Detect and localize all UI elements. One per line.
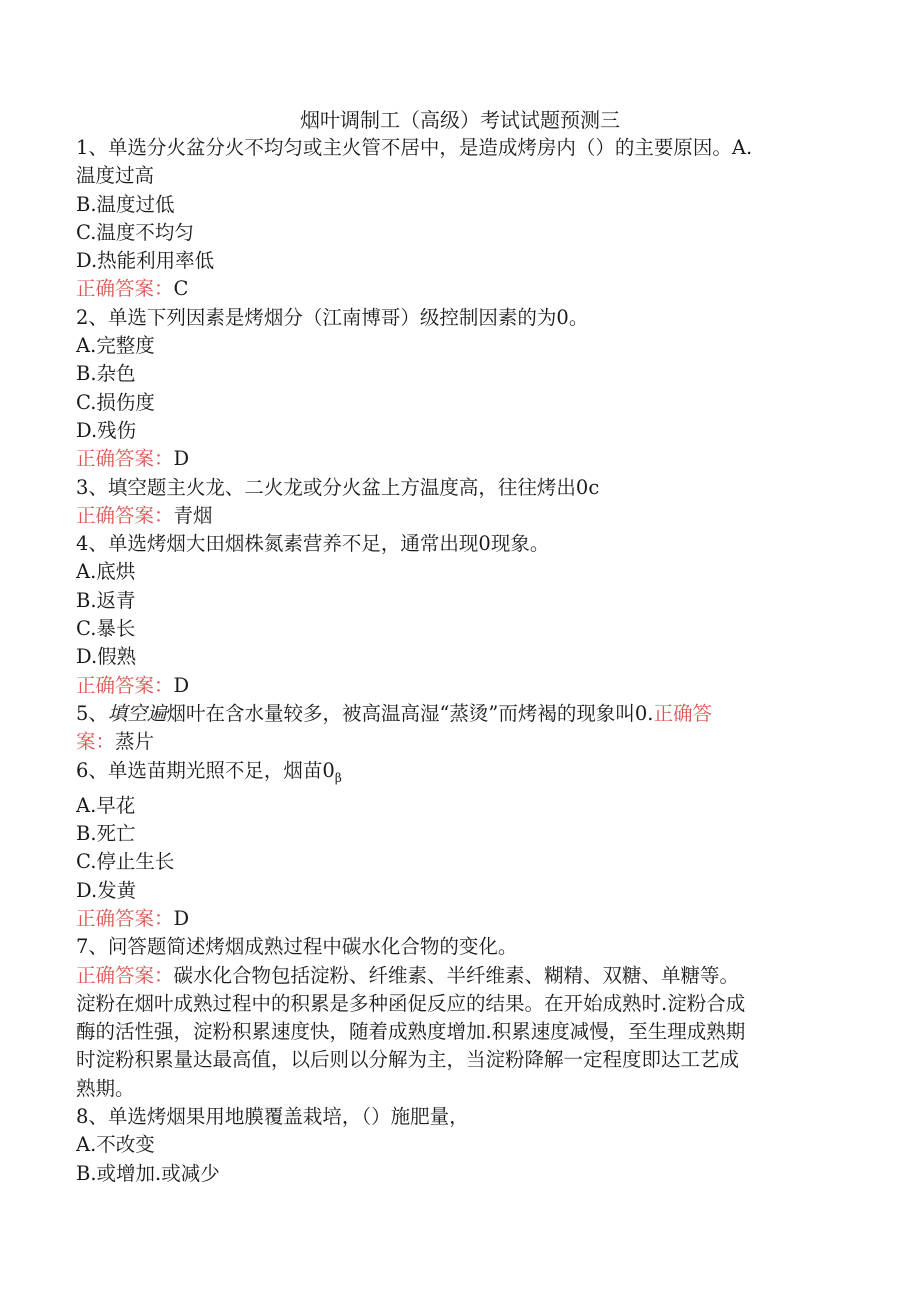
page-title: 烟叶调制工（高级）考试试题预测三 [300, 108, 620, 132]
q4-option-c: C.暴长 [76, 617, 136, 641]
q5-number: 5、 [76, 701, 108, 725]
q7-answer-line: 熟期。 [76, 1076, 135, 1100]
q4-answer [76, 672, 836, 700]
q1-option-d: D.热能利用率低 [76, 249, 215, 273]
answer-label: 正确答案： [76, 277, 174, 301]
q5-stem [76, 700, 836, 728]
answer-label: 正确答案： [76, 503, 174, 527]
q4-stem: 4、单选烤烟大田烟株氮素营养不足，通常出现0现象。 [76, 532, 550, 556]
q4-option-b: B.返青 [76, 588, 136, 612]
q3-stem: 3、填空题主火龙、二火龙或分火盆上方温度高，往往烤出0c [76, 475, 600, 499]
answer-value: D [173, 447, 190, 471]
answer-label: 正确答案： [76, 963, 174, 987]
answer-label-part2: 案： [76, 730, 116, 754]
q7-answer-line: 淀粉在烟叶成熟过程中的积累是多种函促反应的结果。在开始成熟时.淀粉合成 [76, 991, 746, 1015]
answer-value: D [173, 673, 190, 697]
q6-text: 6、单选苗期光照不足，烟苗0 [76, 758, 335, 782]
q7-answer-line: 时淀粉积累量达最高值，以后则以分解为主，当淀粉降解一定程度即达工艺成 [76, 1048, 740, 1072]
q8-option-a: A.不改变 [76, 1133, 155, 1157]
q7-stem: 7、问答题简述烤烟成熟过程中碳水化合物的变化。 [76, 935, 518, 959]
answer-value: C [173, 277, 189, 301]
answer-line: 碳水化合物包括淀粉、纤维素、半纤维素、糊精、双糖、单糖等。 [173, 963, 740, 987]
q1-answer [76, 275, 836, 303]
q1-option-a: 温度过高 [76, 164, 155, 188]
answer-value: 青烟 [173, 503, 213, 527]
q6-option-a: A.早花 [76, 793, 136, 817]
q7-answer-line: 酶的活性强，淀粉积累速度快，随着成熟度增加.积累速度减慢，至生理成熟期 [76, 1020, 746, 1044]
q6-option-d: D.发黄 [76, 878, 137, 902]
q5-type-label: 填空遍 [107, 701, 167, 725]
q2-option-b: B.杂色 [76, 362, 136, 386]
q3-answer [76, 502, 836, 530]
answer-label: 正确答案： [76, 906, 174, 930]
q1-stem: 1、单选分火盆分火不均匀或主火管不居中，是造成烤房内（）的主要原因。A. [76, 136, 753, 159]
q6-option-c: C.停止生长 [76, 850, 175, 874]
q5-answer [76, 728, 836, 756]
q2-stem: 2、单选下列因素是烤烟分（江南博哥）级控制因素的为0。 [76, 305, 589, 329]
answer-label-part1: 正确答 [653, 701, 712, 725]
q6-stem-tail: β [334, 770, 342, 785]
q2-option-a: A.完整度 [76, 334, 155, 358]
q2-answer [76, 445, 836, 473]
q4-option-a: A.底烘 [76, 560, 136, 584]
q6-answer [76, 905, 836, 933]
q8-stem: 8、单选烤烟果用地膜覆盖栽培，（）施肥量， [76, 1104, 469, 1128]
q5-text: 烟叶在含水量较多，被高温高湿“蒸烫”而烤褐的现象叫0. [166, 701, 654, 725]
q4-option-d: D.假熟 [76, 645, 137, 669]
q6-stem [76, 757, 836, 792]
q2-option-d: D.残伤 [76, 418, 137, 442]
q2-option-c: C.损伤度 [76, 390, 155, 414]
question-list [76, 134, 836, 1188]
q8-option-b: B.或增加.或减少 [76, 1161, 220, 1185]
q6-option-b: B.死亡 [76, 822, 136, 846]
answer-label: 正确答案： [76, 673, 174, 697]
answer-value: 蒸片 [115, 730, 155, 754]
q1-option-b: B.温度过低 [76, 192, 175, 216]
q7-answer [76, 962, 836, 990]
q1-option-c: C.温度不均匀 [76, 220, 194, 244]
answer-label: 正确答案： [76, 447, 174, 471]
answer-value: D [173, 906, 190, 930]
